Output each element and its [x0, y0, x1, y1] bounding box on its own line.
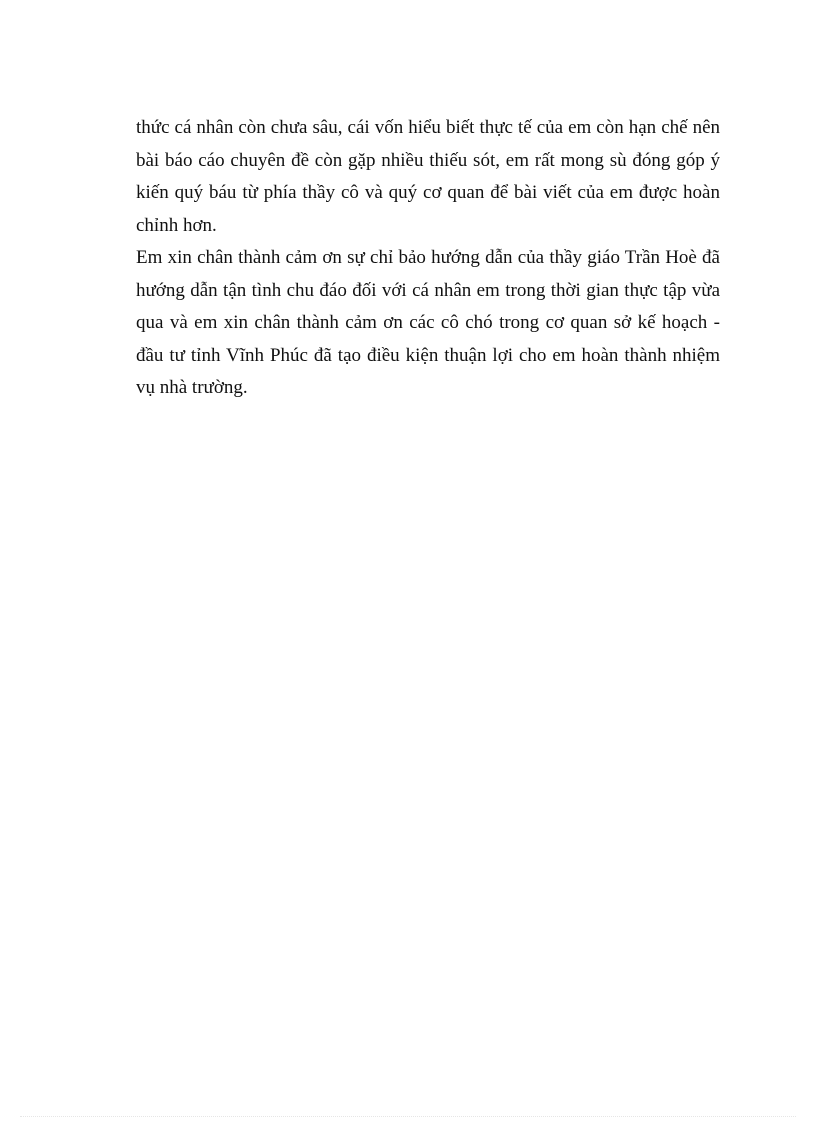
document-body — [136, 112, 720, 405]
paragraph-2: Em xin chân thành cảm ơn sự chỉ bảo hướng dẫn của thầy giáo Trần Hoè đã hướng dẫn tận tình chu đáo đối với cá nhân em trong thời gian thực tập vừa qua và em xin chân thành cảm ơn các cô chó trong cơ quan sở kế hoạch - đầu tư tỉnh Vĩnh Phúc đã tạo điều kiện thuận lợi cho em hoàn thành nhiệm vụ nhà trường. — [136, 247, 720, 398]
paragraph-1: thức cá nhân còn chưa sâu, cái vốn hiểu biết thực tế của em còn hạn chế nên bài báo cáo chuyên đề còn gặp nhiều thiếu sót, em rất mong sù đóng góp ý kiến quý báu từ phía thầy cô và quý cơ quan để bài viết của em được hoàn chỉnh hơn. — [136, 117, 720, 236]
page-bottom-edge — [20, 1116, 796, 1117]
